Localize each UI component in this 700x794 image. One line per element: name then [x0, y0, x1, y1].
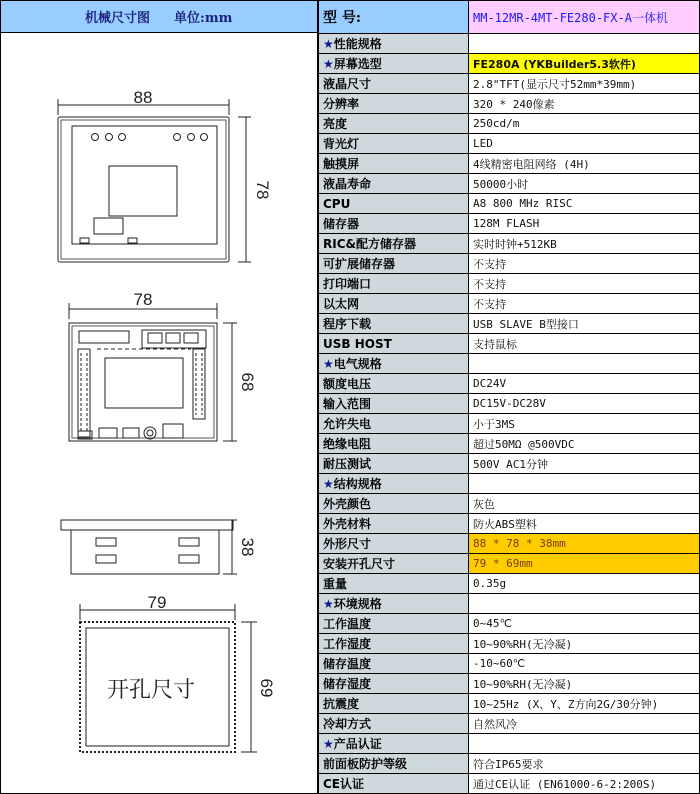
- spec-value: 0~45℃: [469, 614, 700, 634]
- spec-value: 支持鼠标: [469, 334, 700, 354]
- spec-value: FE280A (YKBuilder5.3软件): [469, 54, 700, 74]
- spec-row: [319, 294, 700, 314]
- section-header: [319, 354, 469, 374]
- spec-row: [319, 394, 700, 414]
- spec-label: 冷却方式: [319, 714, 469, 734]
- back-width-dimension: 78: [133, 290, 153, 309]
- spec-value: [469, 734, 700, 754]
- star-icon: ★: [323, 737, 334, 751]
- spec-row: [319, 654, 700, 674]
- spec-label: RIC&配方储存器: [319, 234, 469, 254]
- spec-row: [319, 154, 700, 174]
- spec-row: [319, 434, 700, 454]
- spec-row: [319, 454, 700, 474]
- spec-row: [319, 174, 700, 194]
- spec-value: 79 * 69mm: [469, 554, 700, 574]
- cutout-height-dimension: 69: [257, 678, 276, 698]
- spec-row: [319, 254, 700, 274]
- spec-row: [319, 494, 700, 514]
- spec-value: 不支持: [469, 294, 700, 314]
- drawing-unit-label: 单位:mm: [174, 11, 233, 26]
- spec-label: 外形尺寸: [319, 534, 469, 554]
- spec-row: [319, 214, 700, 234]
- spec-value: [469, 354, 700, 374]
- spec-value: 灰色: [469, 494, 700, 514]
- spec-value: 防火ABS塑料: [469, 514, 700, 534]
- model-row: [319, 1, 700, 34]
- drawing-panel-title: 机械尺寸图: [85, 11, 151, 26]
- spec-table: [318, 0, 700, 794]
- spec-value: 10~90%RH(无冷凝): [469, 674, 700, 694]
- spec-row: [319, 574, 700, 594]
- spec-value: 符合IP65要求: [469, 754, 700, 774]
- section-header: [319, 594, 469, 614]
- spec-label: 背光灯: [319, 134, 469, 154]
- spec-label: 允许失电: [319, 414, 469, 434]
- spec-value: DC15V-DC28V: [469, 394, 700, 414]
- spec-label: 前面板防护等级: [319, 754, 469, 774]
- spec-label: 分辨率: [319, 94, 469, 114]
- section-row: [319, 54, 700, 74]
- section-row: [319, 354, 700, 374]
- spec-value: 实时时钟+512KB: [469, 234, 700, 254]
- spec-label: CE认证: [319, 774, 469, 794]
- spec-value: DC24V: [469, 374, 700, 394]
- front-width-dimension: 88: [133, 88, 153, 107]
- spec-label: 程序下载: [319, 314, 469, 334]
- spec-row: [319, 94, 700, 114]
- spec-row: [319, 674, 700, 694]
- spec-row: [319, 614, 700, 634]
- drawing-panel-header: [0, 0, 318, 33]
- section-label: 产品认证: [333, 737, 382, 751]
- section-header: [319, 54, 469, 74]
- spec-label: 输入范围: [319, 394, 469, 414]
- front-view: [58, 99, 251, 262]
- spec-row: [319, 714, 700, 734]
- spec-row: [319, 414, 700, 434]
- section-header: [319, 34, 469, 54]
- star-icon: ★: [323, 57, 334, 71]
- spec-value: 自然风冷: [469, 714, 700, 734]
- spec-label: 工作温度: [319, 614, 469, 634]
- spec-row: [319, 334, 700, 354]
- section-row: [319, 594, 700, 614]
- star-icon: ★: [323, 37, 334, 51]
- spec-row: [319, 274, 700, 294]
- spec-label: 工作湿度: [319, 634, 469, 654]
- spec-label: 可扩展储存器: [319, 254, 469, 274]
- spec-row: [319, 634, 700, 654]
- spec-value: [469, 474, 700, 494]
- spec-value: 50000小时: [469, 174, 700, 194]
- back-view: [69, 303, 237, 441]
- spec-value: [469, 594, 700, 614]
- spec-value: A8 800 MHz RISC: [469, 194, 700, 214]
- spec-label: 绝缘电阻: [319, 434, 469, 454]
- spec-label: 重量: [319, 574, 469, 594]
- spec-value: 0.35g: [469, 574, 700, 594]
- section-label: 环境规格: [333, 597, 382, 611]
- section-label: 电气规格: [333, 357, 382, 371]
- spec-row: [319, 234, 700, 254]
- spec-value: -10~60℃: [469, 654, 700, 674]
- spec-value: 4线精密电阻网络 (4H): [469, 154, 700, 174]
- spec-label: 外壳颜色: [319, 494, 469, 514]
- model-label: 型 号:: [319, 1, 469, 34]
- side-view: [61, 520, 237, 574]
- spec-label: USB HOST: [319, 334, 469, 354]
- spec-row: [319, 114, 700, 134]
- spec-row: [319, 694, 700, 714]
- spec-value: 10~90%RH(无冷凝): [469, 634, 700, 654]
- mechanical-drawing: [1, 33, 319, 793]
- spec-value: 320 * 240像素: [469, 94, 700, 114]
- spec-value: 500V AC1分钟: [469, 454, 700, 474]
- spec-label: 触摸屏: [319, 154, 469, 174]
- section-row: [319, 474, 700, 494]
- back-height-dimension: 68: [238, 372, 257, 392]
- side-depth-dimension: 38: [238, 537, 257, 557]
- spec-value: 250cd/m: [469, 114, 700, 134]
- spec-label: 储存湿度: [319, 674, 469, 694]
- spec-value: 小于3MS: [469, 414, 700, 434]
- spec-label: 打印端口: [319, 274, 469, 294]
- section-label: 性能规格: [333, 37, 382, 51]
- spec-row: [319, 534, 700, 554]
- spec-row: [319, 134, 700, 154]
- spec-value: 128M FLASH: [469, 214, 700, 234]
- model-value: MM-12MR-4MT-FE280-FX-A一体机: [469, 1, 700, 34]
- spec-label: 储存温度: [319, 654, 469, 674]
- spec-row: [319, 74, 700, 94]
- spec-value: 88 * 78 * 38mm: [469, 534, 700, 554]
- section-header: [319, 734, 469, 754]
- spec-row: [319, 194, 700, 214]
- spec-row: [319, 374, 700, 394]
- drawing-panel: [0, 33, 318, 794]
- spec-label: 额度电压: [319, 374, 469, 394]
- section-row: [319, 34, 700, 54]
- section-row: [319, 734, 700, 754]
- spec-row: [319, 554, 700, 574]
- cutout-label: 开孔尺寸: [106, 678, 196, 703]
- spec-row: [319, 314, 700, 334]
- spec-row: [319, 514, 700, 534]
- star-icon: ★: [323, 477, 334, 491]
- front-height-dimension: 78: [253, 180, 272, 200]
- spec-value: 不支持: [469, 254, 700, 274]
- section-label: 结构规格: [333, 477, 382, 491]
- spec-value: 超过50MΩ @500VDC: [469, 434, 700, 454]
- spec-value: 10~25Hz (X、Y、Z方向2G/30分钟): [469, 694, 700, 714]
- spec-label: 液晶寿命: [319, 174, 469, 194]
- section-header: [319, 474, 469, 494]
- spec-value: USB SLAVE B型接口: [469, 314, 700, 334]
- spec-label: 储存器: [319, 214, 469, 234]
- cutout-width-dimension: 79: [147, 593, 167, 612]
- spec-value: 通过CE认证 (EN61000-6-2:200S): [469, 774, 700, 794]
- spec-label: 外壳材料: [319, 514, 469, 534]
- spec-value: [469, 34, 700, 54]
- star-icon: ★: [323, 357, 334, 371]
- spec-row: [319, 754, 700, 774]
- star-icon: ★: [323, 597, 334, 611]
- spec-label: 以太网: [319, 294, 469, 314]
- spec-value: 不支持: [469, 274, 700, 294]
- section-label: 屏幕选型: [333, 57, 382, 71]
- spec-label: 液晶尺寸: [319, 74, 469, 94]
- spec-label: CPU: [319, 194, 469, 214]
- spec-label: 抗震度: [319, 694, 469, 714]
- spec-label: 安装开孔尺寸: [319, 554, 469, 574]
- spec-label: 亮度: [319, 114, 469, 134]
- spec-value: 2.8"TFT(显示尺寸52mm*39mm): [469, 74, 700, 94]
- spec-row: [319, 774, 700, 794]
- spec-value: LED: [469, 134, 700, 154]
- spec-label: 耐压测试: [319, 454, 469, 474]
